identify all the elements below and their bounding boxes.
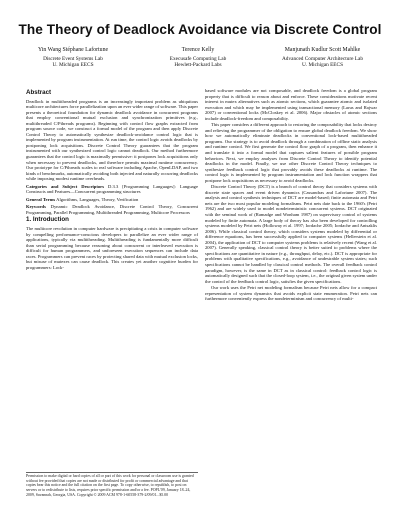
author-names: Terence Kelly	[181, 47, 215, 53]
keywords-text: Dynamic Deadlock Avoidance, Discrete Control Theory, Concurrent Programming, Parallel Programming, Multithreaded Programming, Multicore Processors	[26, 204, 198, 215]
author-list	[18, 47, 382, 81]
author-group-2	[138, 47, 258, 69]
copyright-footnote: Permission to make digital or hard copies of all or part of this work for personal or classroom use is granted without fee provided that copies are not made or distributed for profit or commercial advantage and that copies bear this notice and the full citation on the first page. To copy otherwise, to republish, to post on servers or to redistribute to lists, requires prior specific permission and/or a fee. POPL'09, January 18–24, 2009, Savannah, Georgia, USA. Copyright © 2009 ACM 978-1-60558-379-2/09/01...$5.00	[26, 472, 198, 498]
general-terms-text: Algorithms, Languages, Theory, Verification	[56, 196, 139, 202]
author-institution: U. Michigan EECS	[301, 62, 344, 69]
abstract-text: Deadlock in multithreaded programs is an increasingly important problem as ubiquitous multicore architectures force parallelization upon an ever wider range of software. This paper presents a theoretical foundation for dynamic deadlock avoidance in concurrent programs that employ conventional mutual exclusion and synchronization primitives (e.g., multithreaded C/Pthreads programs). Beginning with control flow graphs extracted from program source code, we construct a formal model of the program and then apply Discrete Control Theory to automatically synthesize deadlock-avoidance control logic that is implemented by program instrumentation. At run time, the control logic avoids deadlocks by postponing lock acquisitions. Discrete Control Theory guarantees that the program instrumented with our synthesized control logic cannot deadlock. Our method furthermore guarantees that the control logic is maximally permissive: it postpones lock acquisitions only when necessary to prevent deadlocks, and therefore permits maximal runtime concurrency. Our prototype for C/Pthreads scales to real software including Apache, OpenLDAP, and two kinds of benchmarks, automatically avoiding both injected and naturally occurring deadlocks while imposing modest runtime overheads.	[26, 98, 198, 182]
intro-text: The multicore revolution in computer hardware is precipitating a crisis in computer software by compelling performance-conscious developers to parallelize an ever wider range of applications, typically via multithreading. Multithreading is fundamentally more difficult than serial programming because reasoning about concurrent or interleaved execution is difficult for human programmers, and unforeseen execution sequences can include data races. Programmers can prevent races by protecting shared data with mutual exclusion locks, but misuse of mutexes can cause deadlock. This creates yet another cognitive burden for programmers: Lock-	[26, 226, 198, 270]
keywords-label: Keywords	[26, 204, 46, 210]
categories-label: Categories and Subject Descriptors	[26, 183, 104, 189]
author-names: Manjunath Kudlur Scott Mahlke	[284, 47, 361, 53]
body-paragraph: based software modules are not composable, and deadlock freedom is a global program property that is difficult to reason about and enforce. These considerations motivate recent interest in mutex alternatives such as atomic sections, which guarantee atomic and isolated execution and which may be implemented using transactional memory (Larus and Rajwar 2007) or conventional locks (McCloskey et al. 2006). Major obstacles of atomic sections include deadlock-freedom and composability.	[205, 88, 377, 121]
body-paragraph: Discrete Control Theory (DCT) is a branch of control theory that considers systems with discrete state spaces and event driven dynamics (Cassandras and Lafortune 2007). The analysis and control synthesis techniques of DCT are model-based; finite automata and Petri nets are the two most popular modeling formalisms. Petri nets date back to the 1960's (Petri 1962) and are widely used to model nondeterministic concurrent systems. DCT originated with the seminal work of (Ramadge and Wonham 1987) on supervisory control of systems modeled by finite automata. A large body of theory has also been developed for controlling systems modeled by Petri nets (Holloway et al. 1997; Iordache 2005; Iordache and Antsaklis 2006). While classical control theory, which considers systems modeled by differential or difference equations, has been successfully applied to computer systems (Hellerstein et al. 2004), the application of DCT to computer systems problems is relatively recent (Wang et al. 2007). Generally speaking, classical control theory is better suited to problems where the specifications are quantitative in nature (e.g., throughput, delay, etc.). DCT is appropriate for problems with qualitative specifications, e.g., avoidance of undesirable system states; such specifications cannot be handled by classical control methods. The overall feedback control paradigm, however, is the same in DCT as in classical control: feedback control logic is automatically designed such that the closed-loop system, i.e., the original given system under the control of the feedback control logic, satisfies the given specifications.	[205, 184, 377, 284]
general-terms-line	[26, 197, 198, 203]
intro-heading: 1. Introduction	[26, 216, 69, 224]
author-affiliation: Discrete Event Systems Lab	[43, 55, 103, 62]
author-group-3	[263, 47, 382, 69]
general-terms-label: General Terms	[26, 196, 56, 202]
author-institution: Hewlett-Packard Labs	[174, 62, 222, 69]
author-group-1	[18, 47, 128, 69]
categories-line	[26, 184, 198, 195]
author-affiliation: Execusafe Computing Lab	[169, 55, 227, 62]
body-paragraph: This paper considers a different approach to restoring the composability that locks destroy and relieving the programmer of the obligation to ensure global deadlock freedom. We show how we automatically eliminate deadlocks in conventional lock-based multithreaded programs. Our strategy is to avoid deadlock through a combination of offline static analysis and runtime control. We first generate the control flow graph of a program, then enhance it and translate it into a formal model that captures salient features of possible program behaviors. Next, we employ analyses from Discrete Control Theory to identify potential deadlocks in the model. Finally, we use other Discrete Control Theory techniques to synthesize feedback control logic that provably avoids these deadlocks at runtime. The control logic is implemented by program instrumentation and lock function wrappers that postpone lock acquisitions as necessary to avoid deadlocks.	[205, 122, 377, 183]
author-names: Yin Wang Stéphane Lafortune	[37, 47, 109, 53]
paper-title: The Theory of Deadlock Avoidance via Discrete Control	[18, 22, 382, 37]
categories-text: D.3.3 [Programming Languages]: Language Constructs and Features—Concurrent programming structures	[26, 183, 199, 195]
abstract-heading: Abstract	[26, 89, 52, 96]
left-column	[26, 88, 198, 271]
right-column	[205, 88, 377, 303]
body-paragraph: Our work uses the Petri net modeling formalism because Petri nets allow for a compact representation of system dynamics that avoids explicit state enumeration. Petri nets can furthermore conveniently express the nondeterminism and concurrency of multi-	[205, 285, 377, 302]
author-affiliation: Advanced Computer Architecture Lab	[281, 55, 364, 62]
keywords-line	[26, 204, 198, 215]
author-institution: U. Michigan EECS	[52, 62, 94, 69]
